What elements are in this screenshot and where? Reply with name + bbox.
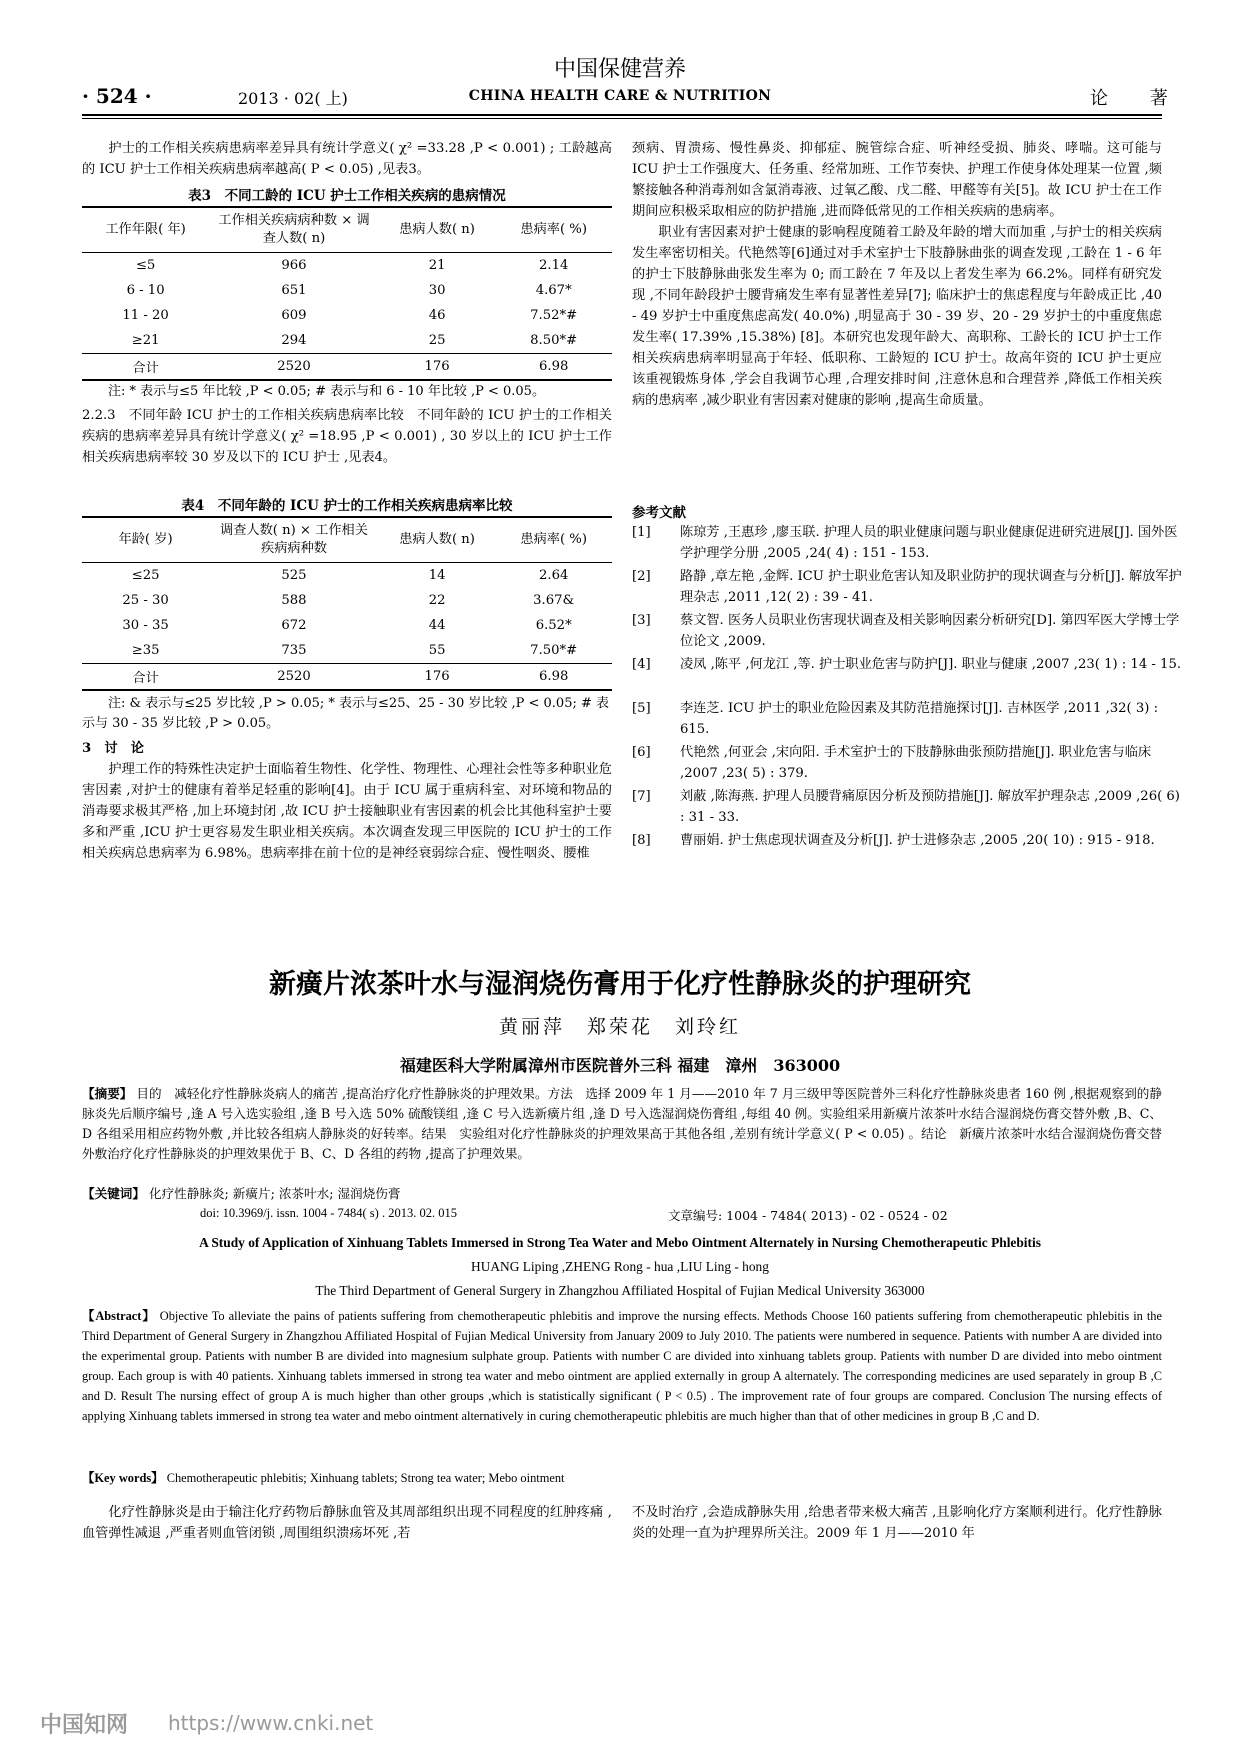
reference-number: [6] — [632, 745, 651, 760]
reference-item — [632, 522, 1178, 564]
table-cell: 3.67& — [533, 593, 575, 608]
reference-item — [632, 698, 1162, 740]
table-cell: 2.14 — [539, 258, 569, 273]
reference-item — [632, 566, 1182, 608]
table-cell: 966 — [281, 258, 307, 273]
keywords-cn — [82, 1184, 1162, 1204]
table-cell: 合计 — [82, 664, 209, 691]
table-cell: 22 — [428, 593, 446, 608]
reference-number: [1] — [632, 525, 651, 540]
table4-note: 注: & 表示与≤25 岁比较 ,P > 0.05; * 表示与≤25、25 - 30 岁比较 ,P < 0.05; # 表示与 30 - 35 岁比较 ,P > 0.05。 — [82, 696, 610, 731]
table-cell: 55 — [428, 643, 446, 658]
table-cell: 11 - 20 — [122, 308, 169, 323]
table-cell: 735 — [281, 643, 307, 658]
table-cell: 30 — [428, 283, 446, 298]
abstract-cn — [82, 1084, 1162, 1164]
table-cell: 2520 — [209, 354, 379, 381]
keywords-en-text: Chemotherapeutic phlebitis; Xinhuang tablets; Strong tea water; Mebo ointment — [166, 1471, 565, 1485]
paragraph: 颈病、胃溃疡、慢性鼻炎、抑郁症、腕管综合症、听神经受损、肺炎、哮喘。这可能与 ICU 护士工作强度大、任务重、经常加班、工作节奏快、护理工作使身体处理某一位置 ,频繁接触各种消毒剂如含氯消毒液、过氧乙酸、戊二醛、甲醛等有关[5]。故 ICU 护士在工作期间应积极采取相应的防护措施 ,进而降低常见的工作相关疾病的患病率。 — [632, 141, 1162, 219]
table-total-row — [82, 354, 612, 381]
table-row — [82, 638, 612, 664]
table-cell: 6 - 10 — [126, 283, 165, 298]
table-row — [82, 588, 612, 613]
table3-header-cell: 患病率( %) — [495, 207, 612, 253]
table-cell: 44 — [428, 618, 446, 633]
table-cell: 46 — [428, 308, 446, 323]
paragraph: 化疗性静脉炎是由于输注化疗药物后静脉血管及其周部组织出现不同程度的红肿疼痛 ,血管弹性减退 ,严重者则血管闭锁 ,周围组织溃疡坏死 ,若 — [82, 1505, 612, 1541]
header-rule-thin — [82, 118, 1162, 119]
section-label: 论 著 — [1090, 88, 1186, 109]
reference-item — [632, 610, 1180, 652]
cnki-logo: 中国知网 — [40, 1713, 129, 1738]
reference-number: [7] — [632, 789, 651, 804]
reference-number: [2] — [632, 569, 651, 584]
reference-item — [632, 742, 1162, 784]
issue-date: 2013 · 02( 上) — [238, 89, 348, 108]
table-cell: 25 - 30 — [122, 593, 169, 608]
abstract-en-label: 【Abstract】 — [82, 1309, 156, 1323]
table3-header-cell: 工作年限( 年) — [82, 207, 209, 253]
reference-item — [632, 786, 1180, 828]
doi: doi: 10.3969/j. issn. 1004 - 7484( s) . 2013. 02. 015 — [200, 1206, 457, 1220]
table3-caption: 表3 不同工龄的 ICU 护士工作相关疾病的患病情况 — [188, 188, 506, 204]
paragraph: 不及时治疗 ,会造成静脉失用 ,给患者带来极大痛苦 ,且影响化疗方案顺利进行。化疗性静脉炎的处理一直为护理界所关注。2009 年 1 月——2010 年 — [632, 1505, 1162, 1541]
table-cell: ≥21 — [131, 333, 160, 348]
reference-text: 蔡文智. 医务人员职业伤害现状调查及相关影响因素分析研究[D]. 第四军医大学博士学位论文 ,2009. — [680, 613, 1180, 649]
reference-text: 曹丽娟. 护士焦虑现状调查及分析[J]. 护士进修杂志 ,2005 ,20( 10) : 915 - 918. — [680, 833, 1155, 848]
keywords-en — [82, 1468, 1162, 1488]
paragraph: 护理工作的特殊性决定护士面临着生物性、化学性、物理性、心理社会性等多种职业危害因素 ,对护士的健康有着举足轻重的影响[4]。由于 ICU 属于重病科室、对环境和物品的消毒要求极其严格 ,加上环境封闭 ,故 ICU 护士接触职业有害因素的机会比其他科室护士要多和严重 ,ICU 护士更容易发生职业相关疾病。本次调查发现三甲医院的 ICU 护士的工作相关疾病总患病率为 6.98%。患病率排在前十位的是神经衰弱综合症、慢性咽炎、腰椎 — [82, 762, 612, 861]
table-cell: ≤5 — [135, 258, 156, 273]
table-cell: 25 — [428, 333, 446, 348]
table4-header-cell: 调查人数( n) × 工作相关疾病病种数 — [209, 517, 379, 563]
table3-header-cell: 患病人数( n) — [379, 207, 496, 253]
article2-body-right — [632, 1502, 1162, 1544]
table4-caption: 表4 不同年龄的 ICU 护士的工作相关疾病患病率比较 — [181, 498, 513, 514]
table-cell: 294 — [281, 333, 307, 348]
table-total-row — [82, 664, 612, 691]
reference-number: [4] — [632, 657, 651, 672]
section-3 — [82, 738, 612, 864]
article-affiliation-en: The Third Department of General Surgery in Zhangzhou Affiliated Hospital of Fujian Medical University 363000 — [315, 1283, 925, 1298]
table-cell: 176 — [379, 354, 496, 381]
table-cell: 672 — [281, 618, 307, 633]
table-cell: 7.50*# — [530, 643, 578, 658]
table-cell: 8.50*# — [530, 333, 578, 348]
table-row — [82, 563, 612, 589]
reference-text: 刘蔽 ,陈海燕. 护理人员腰背痛原因分析及预防措施[J]. 解放军护理杂志 ,2009 ,26( 6) : 31 - 33. — [680, 789, 1180, 825]
paragraph: 职业有害因素对护士健康的影响程度随着工龄及年龄的增大而加重 ,与护士的相关疾病发生率密切相关。代艳然等[6]通过对手术室护士下肢静脉曲张的调查发现 ,工龄在 1 - 6 年的护士下肢静脉曲张发生率为 0; 而工龄在 7 年及以上者发生率为 66.2%。同样有研究发现 ,不同年龄段护士腰背痛发生率有显著性差异[7]; 临床护士的焦虑程度与年龄成正比 ,40 - 49 岁护士中重度焦虑高发( 40.0%) ,明显高于 30 - 39 岁、20 - 29 岁护士的中重度焦虑发生率( 17.39% ,15.38%) [8]。本研究也发现年龄大、高职称、工龄长的 ICU 护士工作相关疾病患病率明显高于年轻、低职称、工龄短的 ICU 护士。故高年资的 ICU 护士更应该重视锻炼身体 ,学会自我调节心理 ,合理安排时间 ,注意休息和合理营养 ,降低工作相关疾病的患病率 ,减少职业有害因素对健康的影响 ,提高生命质量。 — [632, 225, 1162, 408]
abstract-label: 【摘要】 — [82, 1086, 133, 1101]
reference-number: [5] — [632, 701, 651, 716]
journal-name-cn: 中国保健营养 — [553, 57, 686, 82]
table4-header-cell: 患病人数( n) — [379, 517, 496, 563]
article-authors-en: HUANG Liping ,ZHENG Rong - hua ,LIU Ling - hong — [471, 1259, 769, 1274]
abstract-en — [82, 1306, 1162, 1426]
abstract-en-text: Objective To alleviate the pains of patients suffering from chemotherapeutic phlebitis and improve the nursing effects. Methods Choose 160 patients suffering from chemotherapeutic phlebitis in the Third Department of General Surgery in Zhangzhou Affiliated Hospital of Fujian Medical University from January 2009 to July 2010. The patients were numbered in sequence. Patients with number A are divided into the experimental group. Patients with number B are divided into magnesium sulphate group. Patients with number C are divided into xinhuang tablets group. Patients with number D are divided into mebo ointment group. Each group is with 40 patients. Xinhuang tablets immersed in strong tea water and mebo ointment are applied externally in group A alternately. The corresponding medicines are used separately in group B ,C and D. Result The nursing effect of group A is much higher than other groups ,which is statistically significant ( P < 0.5) . The improvement rate of four groups are compared. Conclusion The nursing effects of applying Xinhuang tablets immersed in strong tea water and mebo ointment alternatively in curing chemotherapeutic phlebitis are much higher than that of other medicines in group B ,C and D. — [82, 1309, 1163, 1423]
reference-text: 代艳然 ,何亚会 ,宋向阳. 手术室护士的下肢静脉曲张预防措施[J]. 职业危害与临床 ,2007 ,23( 5) : 379. — [680, 745, 1152, 781]
reference-item — [632, 654, 1182, 696]
table-row — [82, 278, 612, 303]
table4 — [82, 516, 612, 691]
table-cell: 6.98 — [495, 354, 612, 381]
section-2-2-3 — [82, 405, 612, 468]
cnki-url[interactable]: https://www.cnki.net — [168, 1711, 374, 1735]
table4-header-cell: 年龄( 岁) — [82, 517, 209, 563]
table-cell: 21 — [428, 258, 446, 273]
table3-note: 注: * 表示与≤5 年比较 ,P < 0.05; # 表示与和 6 - 10 年比较 ,P < 0.05。 — [108, 384, 545, 399]
table-cell: ≥35 — [131, 643, 160, 658]
table-cell: 2520 — [209, 664, 379, 691]
table-cell: 176 — [379, 664, 496, 691]
reference-number: [8] — [632, 833, 651, 848]
table-row — [82, 253, 612, 279]
paragraph: 护士的工作相关疾病患病率差异具有统计学意义( χ² =33.28 ,P < 0.001) ; 工龄越高的 ICU 护士工作相关疾病患病率越高( P < 0.05) ,见表3。 — [82, 141, 612, 177]
header-rule — [82, 114, 1162, 116]
article-number: 文章编号: 1004 - 7484( 2013) - 02 - 0524 - 02 — [668, 1208, 948, 1223]
article-title: 新癀片浓茶叶水与湿润烧伤膏用于化疗性静脉炎的护理研究 — [269, 969, 971, 1000]
left-col-intro — [82, 138, 612, 180]
table-cell: 合计 — [82, 354, 209, 381]
table-cell: 7.52*# — [530, 308, 578, 323]
keywords-label: 【关键词】 — [82, 1186, 145, 1201]
reference-number: [3] — [632, 613, 651, 628]
table-row — [82, 613, 612, 638]
table3 — [82, 206, 612, 381]
reference-text: 凌凤 ,陈平 ,何龙江 ,等. 护士职业危害与防护[J]. 职业与健康 ,2007 ,23( 1) : 14 - 15. — [680, 657, 1182, 672]
journal-name-en: CHINA HEALTH CARE & NUTRITION — [468, 88, 772, 104]
table-cell: 609 — [281, 308, 307, 323]
reference-text: 陈琼芳 ,王惠珍 ,廖玉联. 护理人员的职业健康问题与职业健康促进研究进展[J]. 国外医学护理学分册 ,2005 ,24( 4) : 151 - 153. — [680, 525, 1178, 561]
section-title: 3 讨 论 — [82, 741, 144, 756]
table-row — [82, 303, 612, 328]
table-cell: 525 — [281, 568, 307, 583]
article-affiliation: 福建医科大学附属漳州市医院普外三科 福建 漳州 363000 — [399, 1056, 841, 1075]
table-cell: 6.52* — [535, 618, 572, 633]
article-authors: 黄丽萍 郑荣花 刘玲红 — [498, 1016, 741, 1038]
keywords-text: 化疗性静脉炎; 新癀片; 浓茶叶水; 湿润烧伤膏 — [148, 1186, 401, 1201]
paragraph: 2.2.3 不同年龄 ICU 护士的工作相关疾病患病率比较 不同年龄的 ICU 护士的工作相关疾病的患病率差异具有统计学意义( χ² =18.95 ,P < 0.001) , 30 岁以上的 ICU 护士工作相关疾病患病率较 30 岁及以下的 ICU 护士 ,见表4。 — [82, 408, 612, 465]
article2-body-left — [82, 1502, 612, 1544]
references-title: 参考文献 — [632, 505, 686, 521]
table-row — [82, 328, 612, 354]
table3-header-cell: 工作相关疾病病种数 × 调查人数( n) — [209, 207, 379, 253]
article-title-en: A Study of Application of Xinhuang Tablets Immersed in Strong Tea Water and Mebo Ointment Alternately in Nursing Chemotherapeutic Phlebitis — [199, 1235, 1041, 1250]
table-cell: 6.98 — [495, 664, 612, 691]
right-col-text — [632, 138, 1162, 411]
abstract-text: 目的 减轻化疗性静脉炎病人的痛苦 ,提高治疗化疗性静脉炎的护理效果。方法 选择 2009 年 1 月——2010 年 7 月三级甲等医院普外三科化疗性静脉炎患者 160 例 ,根据观察到的静脉炎先后顺序编号 ,逢 A 号入选实验组 ,逢 B 号入选 50% 硫酸镁组 ,逢 C 号入选新癀片组 ,逢 D 号入选湿润烧伤膏组 ,每组 40 例。实验组采用新癀片浓茶叶水结合湿润烧伤膏交替外敷 ,B、C、D 各组采用相应药物外敷 ,并比较各组病人静脉炎的好转率。结果 实验组对化疗性静脉炎的护理效果高于其他各组 ,差别有统计学意义( P < 0.05) 。结论 新癀片浓茶叶水结合湿润烧伤膏交替外敷治疗化疗性静脉炎的护理效果优于 B、C、D 各组的药物 ,提高了护理效果。 — [82, 1086, 1162, 1161]
table-cell: 30 - 35 — [122, 618, 169, 633]
table4-header-cell: 患病率( %) — [495, 517, 612, 563]
reference-text: 路静 ,章左艳 ,金辉. ICU 护士职业危害认知及职业防护的现状调查与分析[J]. 解放军护理杂志 ,2011 ,12( 2) : 39 - 41. — [680, 569, 1182, 605]
table-cell: 2.64 — [539, 568, 569, 583]
table-cell: 588 — [281, 593, 307, 608]
page-number: · 524 · — [82, 84, 152, 108]
table-cell: 14 — [428, 568, 446, 583]
table-cell: ≤25 — [131, 568, 160, 583]
keywords-en-label: 【Key words】 — [82, 1471, 164, 1485]
table-cell: 651 — [281, 283, 307, 298]
table-cell: 4.67* — [535, 283, 572, 298]
reference-item — [632, 830, 1162, 872]
reference-text: 李连芝. ICU 护士的职业危险因素及其防范措施探讨[J]. 吉林医学 ,2011 ,32( 3) : 615. — [680, 701, 1159, 737]
